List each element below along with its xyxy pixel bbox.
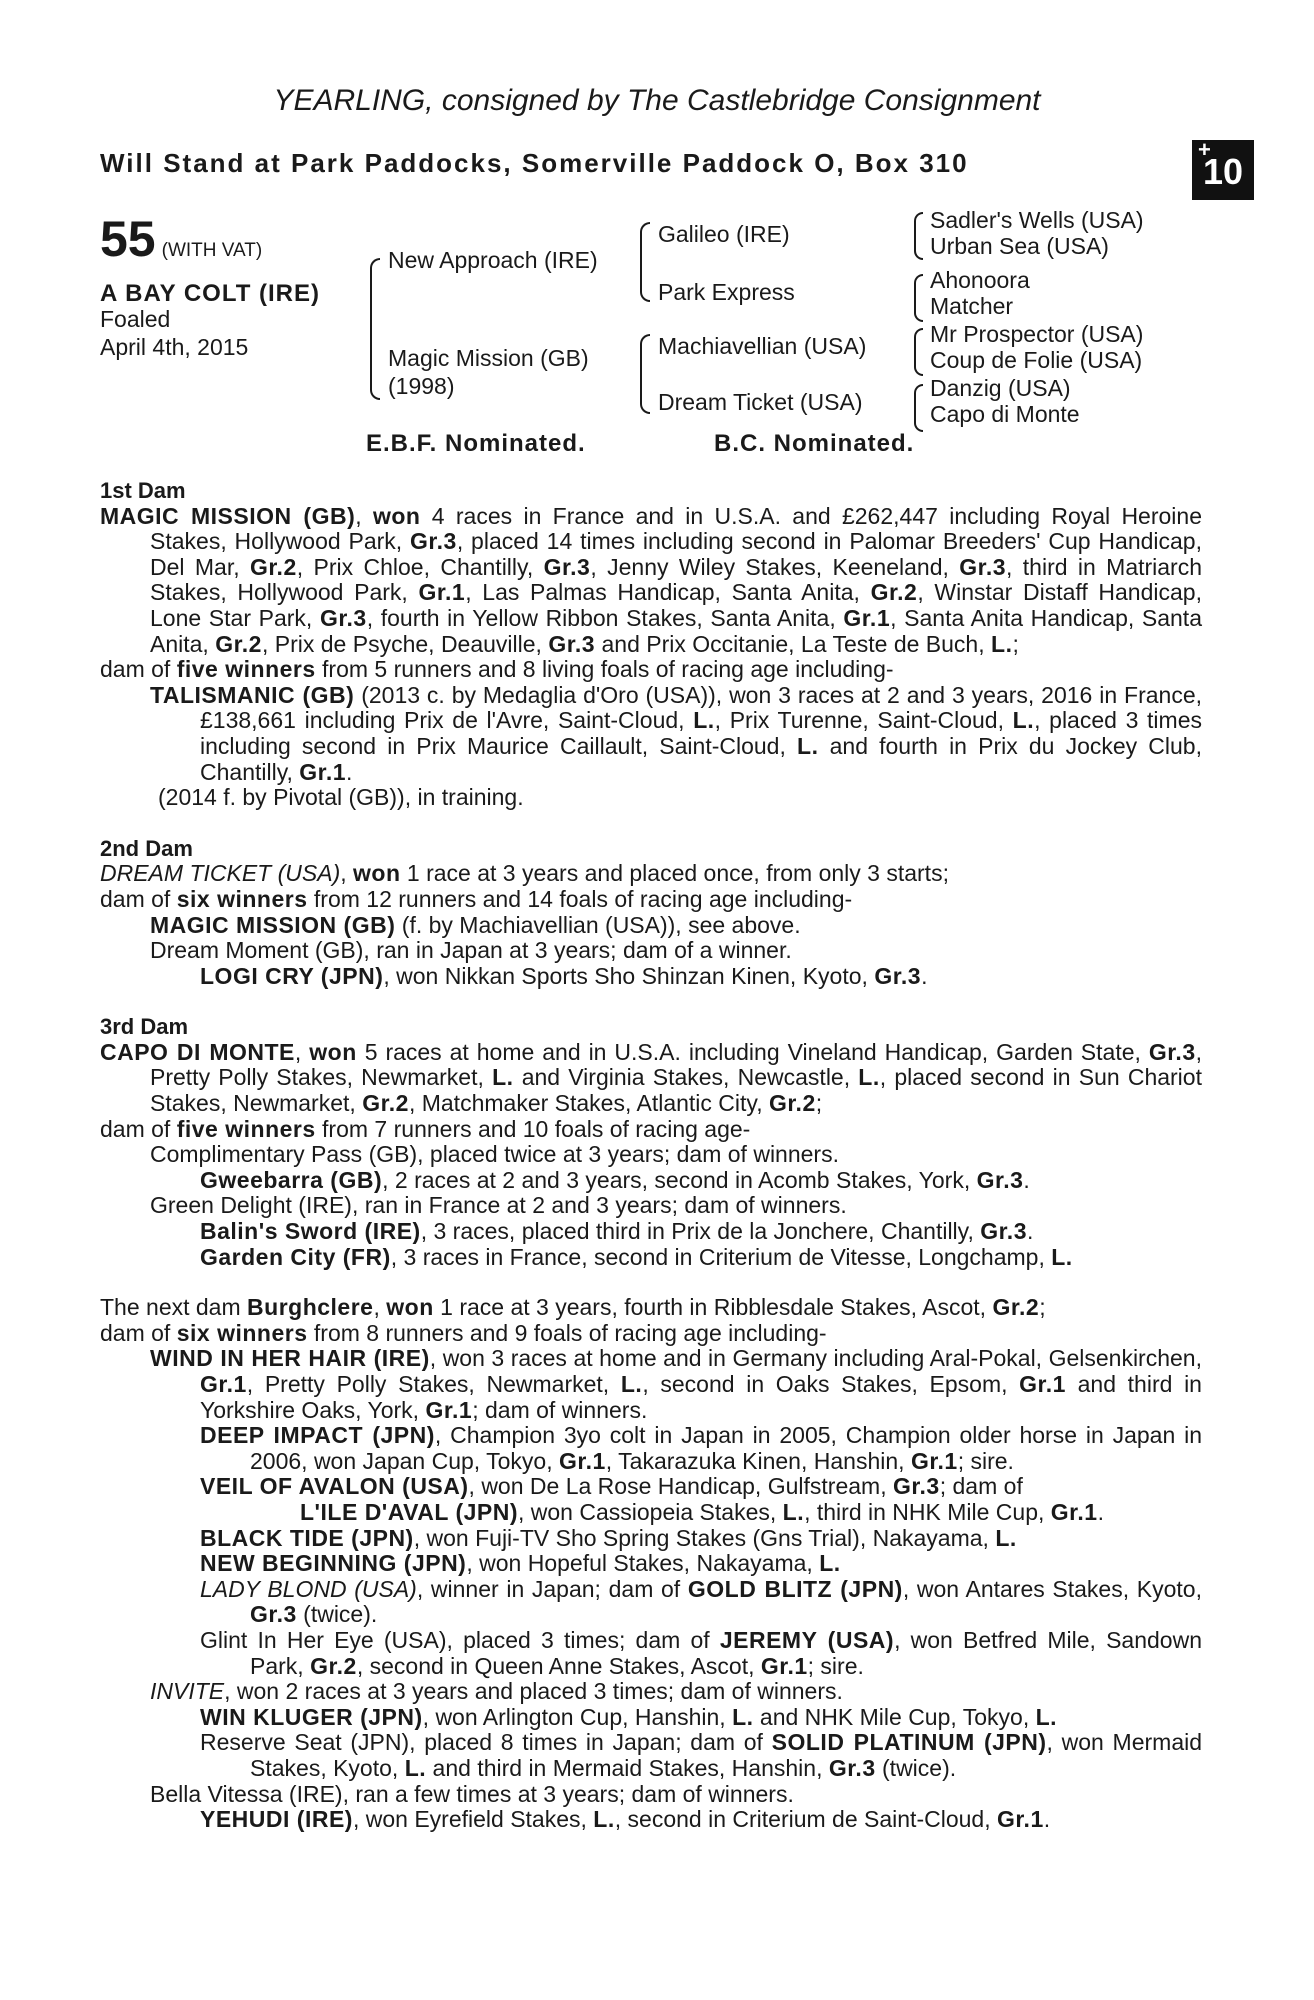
first-dam-name: MAGIC MISSION (GB) — [100, 502, 356, 529]
grade: L. — [693, 707, 715, 734]
text: , Winstar Distaff Handicap, Lone Star Park, — [150, 579, 1202, 631]
horse-name: TALISMANIC (GB) — [150, 681, 355, 708]
produce-gweebarra — [200, 1168, 1202, 1194]
text: Reserve Seat (JPN), placed 8 times in Japan; dam of — [200, 1729, 772, 1756]
text: and third in Yorkshire Oaks, York, — [200, 1371, 1202, 1423]
won-label: won — [353, 860, 401, 887]
lot-badge — [1192, 137, 1254, 200]
winners-count: six winners — [176, 885, 308, 912]
horse-name: SOLID PLATINUM (JPN) — [771, 1729, 1047, 1756]
produce-invite — [150, 1679, 1202, 1705]
won-label: won — [386, 1294, 434, 1321]
grade: L. — [819, 1550, 841, 1577]
text: , Matchmaker Stakes, Atlantic City, — [408, 1090, 769, 1117]
grade: Gr.1 — [418, 579, 466, 606]
grade: L. — [782, 1498, 805, 1525]
text: and Virginia Stakes, Newcastle, — [513, 1064, 859, 1091]
text: Glint In Her Eye (USA), placed 3 times; dam of — [200, 1626, 720, 1653]
pedigree-ddd: Capo di Monte — [930, 401, 1080, 427]
next-dam-produce-summary — [100, 1321, 1202, 1347]
grade: L. — [404, 1754, 427, 1781]
text: from 5 runners and 8 living foals of racing age including- — [315, 656, 894, 683]
text: and third in Mermaid Stakes, Hanshin, — [426, 1754, 829, 1781]
produce-2014-filly: (2014 f. by Pivotal (GB)), in training. — [158, 784, 524, 811]
grade: Gr.1 — [996, 1806, 1044, 1833]
winners-count: six winners — [176, 1319, 308, 1346]
bc-nomination: B.C. Nominated. — [714, 430, 915, 457]
grade: L. — [620, 1371, 643, 1397]
horse-name: INVITE — [150, 1678, 225, 1705]
produce-deep-impact — [200, 1423, 1202, 1474]
text: , won Betfred Mile, Sandown Park, — [250, 1626, 1202, 1679]
second-dam-heading: 2nd Dam — [100, 835, 193, 861]
text: dam of — [100, 1319, 177, 1346]
text: . — [921, 962, 928, 989]
third-dam-name: CAPO DI MONTE — [100, 1038, 295, 1065]
pedigree-dam-year: (1998) — [388, 373, 455, 399]
grade: Gr.2 — [310, 1652, 357, 1679]
lot-number-block — [100, 210, 262, 268]
text: ; sire. — [957, 1447, 1014, 1474]
text: , placed 3 times including second in Prix Maurice Caillault, Saint-Cloud, — [200, 707, 1202, 759]
grade: Gr.3 — [874, 962, 922, 989]
horse-name: Gweebarra (GB) — [200, 1166, 383, 1193]
text: , placed second in Sun Chariot Stakes, Newmarket, — [150, 1064, 1202, 1117]
pedigree-sss: Sadler's Wells (USA) — [930, 207, 1144, 233]
ebf-nomination: E.B.F. Nominated. — [366, 430, 586, 457]
grade: Gr.2 — [870, 579, 918, 606]
grade: Gr.2 — [249, 553, 297, 580]
text: ; — [815, 1090, 823, 1117]
second-dam-record: DREAM TICKET (USA), won 1 race at 3 years and placed once, from only 3 starts; — [100, 860, 949, 887]
text: ; dam of — [939, 1473, 1023, 1500]
text: 1 race at 3 years, fourth in Ribblesdale Stakes, Ascot, — [433, 1294, 993, 1321]
grade: L. — [797, 732, 819, 759]
grade: Gr.2 — [992, 1294, 1040, 1321]
text: , Prix de Psyche, Deauville, — [261, 630, 549, 657]
text: from 8 runners and 9 foals of racing age including- — [307, 1319, 827, 1346]
produce-yehudi — [200, 1807, 1202, 1833]
text: , third in NHK Mile Cup, — [804, 1498, 1051, 1525]
horse-name: MAGIC MISSION (GB) — [150, 911, 396, 938]
pedigree-brace-gg1 — [914, 212, 923, 260]
pedigree-brace-sire — [640, 222, 650, 302]
text: , won Mermaid Stakes, Kyoto, — [250, 1729, 1203, 1781]
produce-glint-in-her-eye — [200, 1628, 1202, 1679]
text: (f. by Machiavellian (USA)), see above. — [395, 911, 801, 938]
grade: Gr.3 — [1148, 1038, 1196, 1065]
horse-name: DEEP IMPACT (JPN) — [200, 1422, 435, 1449]
text: dam of — [100, 1115, 177, 1142]
text: , second in Criterium de Saint-Cloud, — [614, 1806, 997, 1833]
grade: Gr.3 — [892, 1473, 940, 1500]
winners-count: five winners — [176, 1115, 316, 1142]
grade: L. — [732, 1703, 754, 1730]
vat-note: (WITH VAT) — [161, 240, 263, 261]
produce-wind-in-her-hair — [150, 1346, 1202, 1423]
pedigree-brace-gg4 — [914, 384, 923, 432]
pedigree-sire-dam: Park Express — [658, 279, 795, 305]
text: , won De La Rose Handicap, Gulfstream, — [468, 1473, 893, 1500]
text: , 3 races, placed third in Prix de la Jonchere, Chantilly, — [420, 1218, 981, 1245]
pedigree-brace-gg3 — [914, 328, 923, 376]
grade: Gr.2 — [215, 630, 262, 657]
first-dam-heading: 1st Dam — [100, 478, 186, 503]
text: (2013 c. by Medaglia d'Oro (USA)), won 3 races at 2 and 3 years, 2016 in France, £138,661 including Prix de l'Avre, Saint-Cloud, — [200, 681, 1202, 734]
grade: L. — [1035, 1703, 1058, 1730]
next-dam-name: Burghclere — [247, 1294, 374, 1321]
text: and Prix Occitanie, La Teste de Buch, — [595, 630, 992, 657]
text: . — [1023, 1166, 1030, 1193]
grade: L. — [1012, 707, 1035, 734]
text: ; dam of winners. — [472, 1396, 648, 1423]
horse-name: VEIL OF AVALON (USA) — [200, 1473, 469, 1500]
produce-garden-city — [200, 1245, 1202, 1271]
foaled-date: April 4th, 2015 — [100, 334, 249, 360]
winners-count: five winners — [176, 656, 316, 683]
grade: Gr.1 — [299, 758, 347, 785]
text: (twice). — [875, 1754, 957, 1781]
pedigree-brace-main — [370, 258, 380, 400]
horse-name: NEW BEGINNING (JPN) — [200, 1550, 467, 1577]
next-dam-record: The next dam Burghclere, won 1 race at 3 years, fourth in Ribblesdale Stakes, Ascot, Gr.2; — [100, 1294, 1046, 1321]
text: , Jenny Wiley Stakes, Keeneland, — [590, 553, 960, 580]
third-dam-produce-summary — [100, 1117, 1202, 1143]
catalogue-body — [100, 478, 1202, 1833]
second-dam-name: DREAM TICKET (USA) — [100, 860, 341, 887]
text: , won Antares Stakes, Kyoto, — [902, 1575, 1202, 1602]
text: and NHK Mile Cup, Tokyo, — [753, 1703, 1036, 1730]
text: , won Nikkan Sports Sho Shinzan Kinen, Kyoto, — [383, 962, 875, 989]
text: ; — [1039, 1294, 1046, 1321]
horse-name: GOLD BLITZ (JPN) — [687, 1575, 903, 1602]
pedigree-brace-dam — [640, 334, 650, 414]
produce-new-beginning — [200, 1551, 1202, 1577]
produce-reserve-seat — [200, 1730, 1202, 1781]
grade: Gr.1 — [200, 1371, 247, 1397]
pedigree-sdd: Matcher — [930, 293, 1014, 319]
text: , Prix Chloe, Chantilly, — [296, 553, 544, 580]
produce-veil-of-avalon — [200, 1474, 1202, 1500]
produce-magic-mission — [150, 913, 1202, 939]
text: from 7 runners and 10 foals of racing age- — [315, 1115, 751, 1142]
grade: L. — [991, 630, 1013, 657]
text: The next dam — [100, 1294, 248, 1321]
grade: Gr.3 — [250, 1601, 297, 1628]
first-dam-produce-summary — [100, 657, 1202, 683]
text: , placed 14 times including second in Palomar Breeders' Cup Handicap, Del Mar, — [150, 528, 1202, 580]
grade: Gr.1 — [425, 1396, 473, 1423]
produce-balins-sword — [200, 1219, 1202, 1245]
produce-dream-moment: Dream Moment (GB), ran in Japan at 3 years; dam of a winner. — [150, 937, 792, 964]
pedigree-dam: Magic Mission (GB) — [388, 345, 589, 371]
text: , won Fuji-TV Sho Spring Stakes (Gns Trial), Nakayama, — [413, 1524, 996, 1551]
pedigree-dsd: Coup de Folie (USA) — [930, 347, 1143, 373]
second-dam-produce-summary — [100, 887, 1202, 913]
won-label: won — [309, 1038, 357, 1065]
text: , won Arlington Cup, Hanshin, — [422, 1703, 733, 1730]
grade: Gr.1 — [910, 1447, 958, 1474]
horse-name: LOGI CRY (JPN) — [200, 962, 384, 989]
badge-plus: + — [1198, 137, 1211, 162]
text: 4 races in France and in U.S.A. and £262,447 including Royal Heroine Stakes, Hollywood Park, — [150, 502, 1202, 555]
horse-name: Balin's Sword (IRE) — [200, 1218, 421, 1245]
text: , second in Oaks Stakes, Epsom, — [642, 1371, 1020, 1397]
text: , winner in Japan; dam of — [416, 1575, 688, 1602]
text: . — [346, 758, 353, 785]
grade: Gr.2 — [362, 1090, 409, 1117]
produce-green-delight: Green Delight (IRE), ran in France at 2 and 3 years; dam of winners. — [150, 1192, 847, 1219]
horse-name: Garden City (FR) — [200, 1243, 391, 1270]
text: 1 race at 3 years and placed once, from only 3 starts; — [400, 860, 949, 887]
grade: Gr.3 — [959, 553, 1007, 580]
text: , second in Queen Anne Stakes, Ascot, — [356, 1652, 761, 1679]
text: , won Eyrefield Stakes, — [352, 1806, 594, 1833]
grade: Gr.1 — [760, 1652, 808, 1679]
grade: Gr.1 — [559, 1447, 606, 1474]
pedigree-dam-sire: Machiavellian (USA) — [658, 333, 867, 359]
grade: Gr.3 — [543, 553, 591, 580]
grade: Gr.2 — [768, 1090, 816, 1117]
badge-number: 10 — [1202, 151, 1244, 192]
text: dam of — [100, 885, 177, 912]
grade: L. — [492, 1064, 514, 1091]
stand-location: Will Stand at Park Paddocks, Somerville Paddock O, Box 310 — [100, 148, 969, 178]
text: ; — [1012, 630, 1019, 657]
produce-lile-daval — [250, 1500, 1202, 1526]
grade: L. — [1051, 1243, 1073, 1270]
produce-bella-vitessa: Bella Vitessa (IRE), ran a few times at 3 years; dam of winners. — [150, 1780, 794, 1807]
grade: L. — [593, 1806, 615, 1833]
pedigree-brace-gg2 — [914, 274, 923, 322]
grade: Gr.3 — [548, 630, 596, 657]
produce-complimentary-pass: Complimentary Pass (GB), placed twice at 3 years; dam of winners. — [150, 1141, 839, 1168]
produce-talismanic — [150, 683, 1202, 785]
grade: Gr.1 — [1019, 1371, 1066, 1397]
grade: L. — [858, 1064, 880, 1091]
pedigree-dam-dam: Dream Ticket (USA) — [658, 389, 863, 415]
grade: Gr.3 — [410, 528, 457, 555]
text: . — [1027, 1218, 1034, 1245]
text: , Pretty Polly Stakes, Newmarket, — [150, 1038, 1203, 1091]
won-label: won — [372, 502, 421, 529]
text: 5 races at home and in U.S.A. including Vineland Handicap, Garden State, — [356, 1038, 1149, 1065]
pedigree-sds: Ahonoora — [930, 267, 1030, 293]
produce-logi-cry — [200, 964, 1202, 990]
produce-black-tide — [200, 1526, 1202, 1552]
text: , 2 races at 2 and 3 years, second in Acomb Stakes, York, — [382, 1166, 977, 1193]
grade: L. — [995, 1524, 1017, 1551]
text: . — [1097, 1498, 1104, 1525]
pedigree-ssd: Urban Sea (USA) — [930, 233, 1109, 259]
grade: Gr.1 — [843, 604, 891, 631]
text: , Prix Turenne, Saint-Cloud, — [714, 707, 1013, 734]
horse-name: YEHUDI (IRE) — [200, 1806, 353, 1833]
text: , third in Matriarch Stakes, Hollywood Park, — [150, 553, 1203, 606]
text: , Las Palmas Handicap, Santa Anita, — [465, 579, 871, 606]
grade: Gr.3 — [319, 604, 367, 631]
text: , Santa Anita Handicap, Santa Anita, — [150, 604, 1202, 657]
text: , won 2 races at 3 years and placed 3 times; dam of winners. — [224, 1678, 843, 1705]
grade: Gr.3 — [980, 1218, 1027, 1245]
text: ; sire. — [807, 1652, 864, 1679]
third-dam-heading: 3rd Dam — [100, 1014, 189, 1040]
produce-lady-blond — [200, 1577, 1202, 1628]
pedigree-dds: Danzig (USA) — [930, 375, 1071, 401]
consignor-header: YEARLING, consigned by The Castlebridge Consignment — [273, 84, 1041, 117]
text: , won 3 races at home and in Germany including Aral-Pokal, Gelsenkirchen, — [429, 1345, 1202, 1372]
horse-name: JEREMY (USA) — [719, 1626, 895, 1653]
text: , Champion 3yo colt in Japan in 2005, Champion older horse in Japan in 2006, won Japan Cup, Tokyo, — [250, 1422, 1202, 1474]
text: , 3 races in France, second in Criterium de Vitesse, Longchamp, — [390, 1243, 1052, 1270]
produce-win-kluger — [200, 1705, 1202, 1731]
pedigree-dss: Mr Prospector (USA) — [930, 321, 1144, 347]
lot-name: A BAY COLT (IRE) — [100, 280, 321, 307]
text: , Takarazuka Kinen, Hanshin, — [605, 1447, 911, 1474]
text: , Pretty Polly Stakes, Newmarket, — [246, 1371, 621, 1397]
text: and fourth in Prix du Jockey Club, Chantilly, — [200, 732, 1202, 785]
horse-name: BLACK TIDE (JPN) — [200, 1524, 414, 1551]
grade: Gr.3 — [976, 1166, 1024, 1193]
horse-name: WIN KLUGER (JPN) — [200, 1703, 423, 1730]
grade: Gr.3 — [828, 1754, 876, 1781]
text: dam of — [100, 656, 177, 683]
text: , won Cassiopeia Stakes, — [518, 1498, 783, 1525]
horse-name: L'ILE D'AVAL (JPN) — [300, 1498, 518, 1525]
lot-number: 55 — [100, 211, 156, 267]
text: (twice). — [296, 1601, 378, 1628]
pedigree-sire-sire: Galileo (IRE) — [658, 221, 790, 247]
pedigree-sire: New Approach (IRE) — [388, 247, 598, 273]
third-dam-record: CAPO DI MONTE, won 5 races at home and in U.S.A. including Vineland Handicap, Garden State, Gr.3, Pretty Polly Stakes, Newmarket, L. and Virginia Stakes, Newcastle, L., placed second in Sun Chariot Stakes, Newmarket, Gr.2, Matchmaker Stakes, Atlantic City, Gr.2; — [100, 1038, 1203, 1117]
text: from 12 runners and 14 foals of racing age including- — [307, 885, 853, 912]
text: , fourth in Yellow Ribbon Stakes, Santa Anita, — [366, 604, 844, 631]
text: , won Hopeful Stakes, Nakayama, — [466, 1550, 820, 1577]
horse-name: LADY BLOND (USA) — [200, 1575, 417, 1602]
foaled-label: Foaled — [100, 306, 171, 332]
first-dam-record: MAGIC MISSION (GB), won 4 races in France and in U.S.A. and £262,447 including Royal Heroine Stakes, Hollywood Park, Gr.3, placed 14 times including second in Palomar Breeders' Cup Handicap, Del Mar, Gr.2, Prix Chloe, Chantilly, Gr.3, Jenny Wiley Stakes, Keeneland, Gr.3, third in Matriarch Stakes, Hollywood Park, Gr.1, Las Palmas Handicap, Santa Anita, Gr.2, Winstar Distaff Handicap, Lone Star Park, Gr.3, fourth in Yellow Ribbon Stakes, Santa Anita, Gr.1, Santa Anita Handicap, Santa Anita, Gr.2, Prix de Psyche, Deauville, Gr.3 and Prix Occitanie, La Teste de Buch, L.; — [100, 502, 1203, 657]
grade: Gr.1 — [1050, 1498, 1098, 1525]
text: . — [1043, 1806, 1051, 1833]
horse-name: WIND IN HER HAIR (IRE) — [150, 1345, 430, 1372]
